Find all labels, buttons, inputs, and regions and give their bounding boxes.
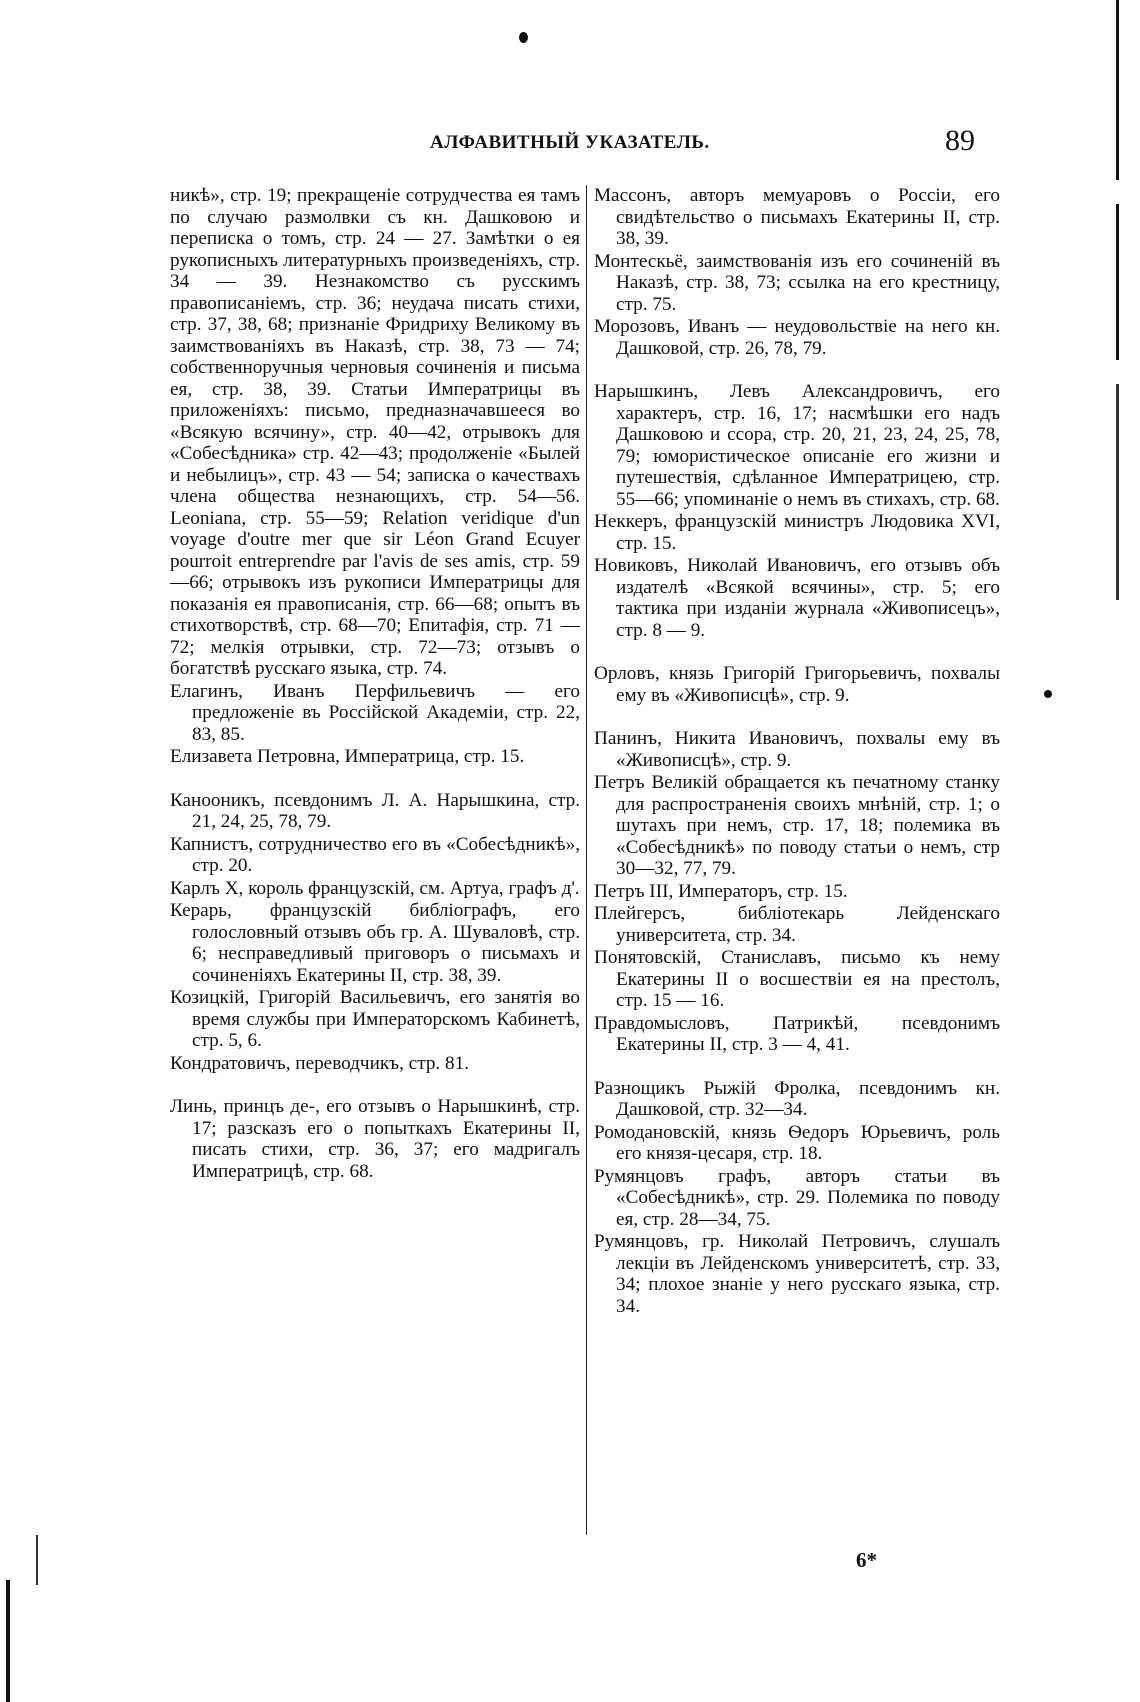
index-entry: Козицкій, Григорій Васильевичъ, его занятія во время службы при Императорскомъ Кабинетѣ, стр. 5, 6. [170,987,580,1051]
index-entry: Карлъ X, король французскій, см. Артуа, графъ д'. [170,877,580,899]
running-header [430,124,975,168]
index-entry: Плейгерсъ, библіотекарь Лейденскаго университета, стр. 34. [594,903,1000,946]
index-entry: Елагинъ, Иванъ Перфильевичъ — его предложеніе въ Россійской Академіи, стр. 22, 83, 85. [170,680,580,745]
index-entry: Морозовъ, Иванъ — неудовольствіе на него кн. Дашковой, стр. 26, 78, 79. [594,316,1000,359]
index-entry: Кондратовичъ, переводчикъ, стр. 81. [170,1052,469,1074]
ink-dot [519,32,528,43]
column-divider [586,185,587,1535]
index-entry: Орловъ, князь Григорій Григорьевичъ, похвалы ему въ «Живописцѣ», стр. 9. [594,663,1000,706]
index-entry: Панинъ, Никита Ивановичъ, похвалы ему въ «Живописцѣ», стр. 9. [594,728,1000,771]
index-entry: Канооникъ, псевдонимъ Л. А. Нарышкина, стр. 21, 24, 25, 78, 79. [170,789,580,832]
index-entry: Петръ III, Императоръ, стр. 15. [594,880,848,902]
page-edge-mark [1116,0,1119,600]
page-edge-mark [36,1535,38,1585]
index-entry: Линь, принцъ де-, его отзывъ о Нарышкинѣ, стр. 17; разсказъ его о попыткахъ Екатерины II, писать стихи, стр. 36, 37; его мадригалъ Императрицѣ, стр. 68. [170,1096,580,1182]
index-entry: Массонъ, авторъ мемуаровъ о Россіи, его свидѣтельство о письмахъ Екатерины II, стр. 38, 39. [594,185,1000,249]
index-entry: Разнощикъ Рыжій Фролка, псевдонимъ кн. Дашковой, стр. 32—34. [594,1077,1000,1120]
index-entry: Понятовскій, Станиславъ, письмо къ нему Екатерины II о восшествіи ея на престолъ, стр. 15 — 16. [594,947,1000,1011]
index-entry: Румянцовъ, гр. Николай Петровичъ, слушалъ лекціи въ Лейденскомъ университетѣ, стр. 33, 34; плохое знаніе у него русскаго языка, стр. 34. [594,1231,1000,1317]
page-edge-mark [6,1580,10,1702]
index-entry: Нарышкинъ, Левъ Александровичъ, его характеръ, стр. 16, 17; насмѣшки его надъ Дашковою и ссора, стр. 20, 21, 23, 24, 25, 78, 79; юмористическое описаніе его жизни и путешествія, сдѣланное Императрицею, стр. 55—66; упоминаніе о немъ въ стихахъ, стр. 68. [594,381,1000,510]
index-entry: Монтескьё, заимствованія изъ его сочиненій въ Наказѣ, стр. 38, 73; ссылка на его крестницу, стр. 75. [594,250,1000,315]
index-entry: Капнистъ, сотрудничество его въ «Собесѣдникѣ», стр. 20. [170,833,580,876]
page-number: 89 [945,124,975,157]
left-column [170,185,580,1183]
index-entry: Елизавета Петровна, Императрица, стр. 15. [170,746,525,767]
index-entry: Ромодановскій, князь Ѳедоръ Юрьевичъ, роль его князя-цесаря, стр. 18. [594,1121,1000,1164]
index-entry: Новиковъ, Николай Ивановичъ, его отзывъ объ издателѣ «Всякой всячины», стр. 5; его тактика при изданіи журнала «Живописецъ», стр. 8 — 9. [594,555,1000,641]
index-entry: Керарь, французскій библіографъ, его голословный отзывъ объ гр. А. Шуваловѣ, стр. 6; несправедливый приговоръ о письмахъ и сочиненіяхъ Екатерины II, стр. 38, 39. [170,900,580,986]
index-entry: Румянцовъ графъ, авторъ статьи въ «Собесѣдникѣ», стр. 29. Полемика по поводу ея, стр. 28—34, 75. [594,1165,1000,1230]
index-entry: Петръ Великій обращается къ печатному станку для распространенія своихъ мнѣній, стр. 1; о шутахъ при немъ, стр. 17, 18; полемика въ «Собесѣдникѣ» по поводу статьи о немъ, стр 30—32, 77, 79. [594,772,1000,879]
index-entry: Правдомысловъ, Патрикѣй, псевдонимъ Екатерины II, стр. 3 — 4, 41. [594,1012,1000,1055]
index-entry: никѣ», стр. 19; прекращеніе сотрудчества ея тамъ по случаю размолвки съ кн. Дашковою и переписка о томъ, стр. 24 — 27. Замѣтки о ея рукописныхъ литературныхъ произведеніяхъ, стр. 34 — 39. Незнакомство съ русскимъ правописаніемъ, стр. 36; неудача писать стихи, стр. 37, 38, 68; признаніе Фридриху Великому въ заимствованіяхъ въ Наказѣ, стр. 38, 73 — 74; собственноручныя черновыя сочиненія и письма ея, стр. 38, 39. Статьи Императрицы въ приложеніяхъ: письмо, предназначавшееся во «Всякую всячину», стр. 40—42, отрывокъ для «Собесѣдника» стр. 42—43; продолженіе «Былей и небылицъ», стр. 43 — 54; записка о качествахъ члена общества незнающихъ, стр. 54—56. Leoniana, стр. 55—59; Relation veridique d'un voyage d'outre mer que sir Léon Grand Ecuyer pourroit entreprendre par l'avis de ses amis, стр. 59—66; отрывокъ изъ рукописи Императрицы для показанія ея правописанія, стр. 66—68; опытъ въ стихотворствѣ, стр. 68—70; Епитафія, стр. 71 — 72; мелкія отрывки, стр. 72—73; отзывъ о богатствѣ русскаго языка, стр. 74. [170,185,580,679]
ink-dot [1044,690,1052,698]
right-column [594,185,1000,1318]
running-title: АЛФАВИТНЫЙ УКАЗАТЕЛЬ. [430,132,710,153]
index-entry: Неккеръ, французскій министръ Людовика XVI, стр. 15. [594,511,1000,554]
signature-mark: 6* [856,1548,877,1572]
